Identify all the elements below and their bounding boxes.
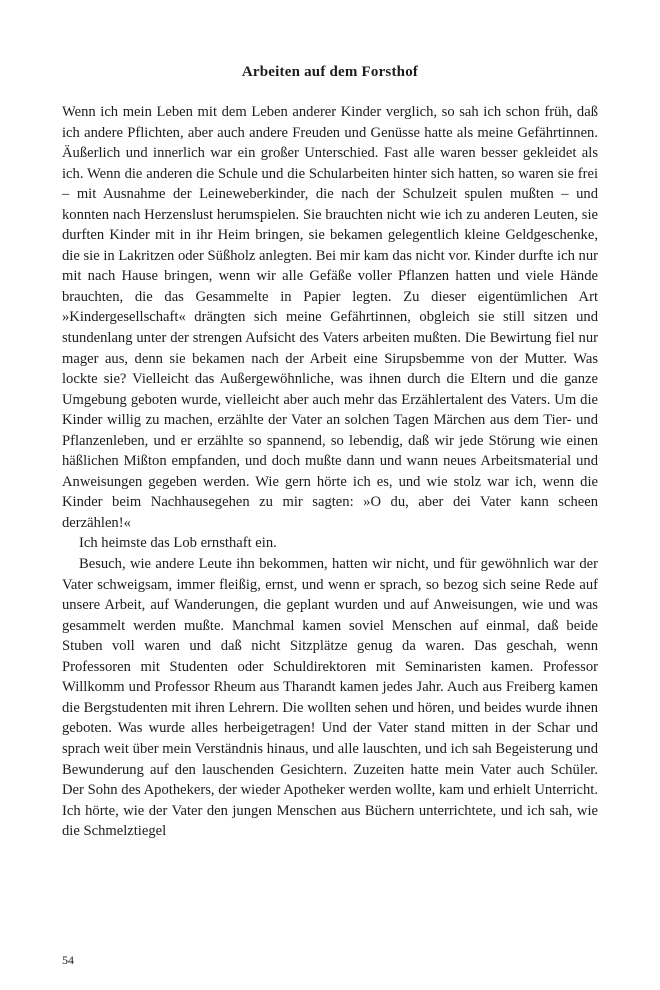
page-number: 54 (62, 953, 74, 967)
chapter-title: Arbeiten auf dem Forsthof (241, 64, 419, 80)
body-paragraph: Ich heimste das Lob ernsthaft ein. (79, 535, 277, 552)
text-block (62, 64, 598, 842)
body-paragraph: Besuch, wie andere Leute ihn bekommen, hatten wir nicht, und für gewöhnlich war der Vater schweigsam, immer fleißig, ernst, und wenn er sprach, so bezog sich seine Rede auf unsere Arbeit, auf Wanderungen, die geplant wurden und auf Anweisungen, wie und was gesammelt werden mußte. Manchmal kamen soviel Menschen auf einmal, daß beide Stuben voll waren und daß nicht Sitzplätze genug da waren. Das geschah, wenn Professoren mit Studenten oder Schuldirektoren mit Seminaristen kamen. Professor Willkomm und Professor Rheum aus Tharandt kamen jedes Jahr. Auch aus Freiberg kamen die Bergstudenten mit ihren Lehrern. Die wollten sehen und hören, und beides wurde ihnen geboten. Was wurde alles herbeigetragen! Und der Vater stand mitten in der Schar und sprach weit über mein Verständnis hinaus, und alle lauschten, und ich sah Begeisterung und Bewunderung auf den lauschenden Gesichtern. Zuzeiten hatte mein Vater auch Schüler. Der Sohn des Apothekers, der wieder Apotheker werden wollte, kam und erhielt Unterricht. Ich hörte, wie der Vater den jungen Menschen aus Büchern unterrichtete, und ich sah, wie die Schmelztiegel (62, 556, 598, 840)
body-paragraph: Wenn ich mein Leben mit dem Leben anderer Kinder verglich, so sah ich schon früh, daß ich andere Pflichten, aber auch andere Freuden und Genüsse hatte als meine Gefährtinnen. Äußerlich und innerlich war ein großer Unterschied. Fast alle waren besser gekleidet als ich. Wenn die anderen die Schule und die Schularbeiten hinter sich hatten, so waren sie frei – mit Ausnahme der Leineweberkinder, die nach der Schulzeit spulen mußten – und konnten nach Herzenslust herumspielen. Sie brauchten nicht wie ich zu anderen Leuten, sie durften Kinder mit in ihr Heim bringen, sie bekamen gelegentlich kleine Geldgeschenke, die sie in Lakritzen oder Süßholz anlegten. Bei mir kam das nicht vor. Kinder durfte ich nur mit nach Hause bringen, wenn wir alle Gefäße voller Pflanzen hatten und viele Hände brauchten, die das Gesammelte in Papier legten. Zu dieser eigentümlichen Art »Kindergesellschaft« drängten sich meine Gefährtinnen, obgleich sie still sitzen und stundenlang unter der strengen Aufsicht des Vaters arbeiten mußten. Die Bewirtung fiel nur mager aus, denn sie bekamen nach der Arbeit eine Sirupsbemme von der Mutter. Was lockte sie? Vielleicht das Außergewöhnliche, was ihnen durch die Eltern und die ganze Umgebung geboten wurde, vielleicht aber auch mehr das Erzählertalent des Vaters. Um die Kinder willig zu machen, erzählte der Vater an solchen Tagen Märchen aus dem Tier- und Pflanzenleben, und er erzählte so spannend, so lebendig, daß wir jede Störung wie einen häßlichen Mißton empfanden, und doch mußte dann und wann neues Arbeitsmaterial und Anweisungen gegeben werden. Wie gern hörte ich es, und wie stolz war ich, wenn die Kinder beim Nachhausegehen zu mir sagten: »O du, aber dei Vater kann scheen derzählen!« (62, 104, 598, 531)
